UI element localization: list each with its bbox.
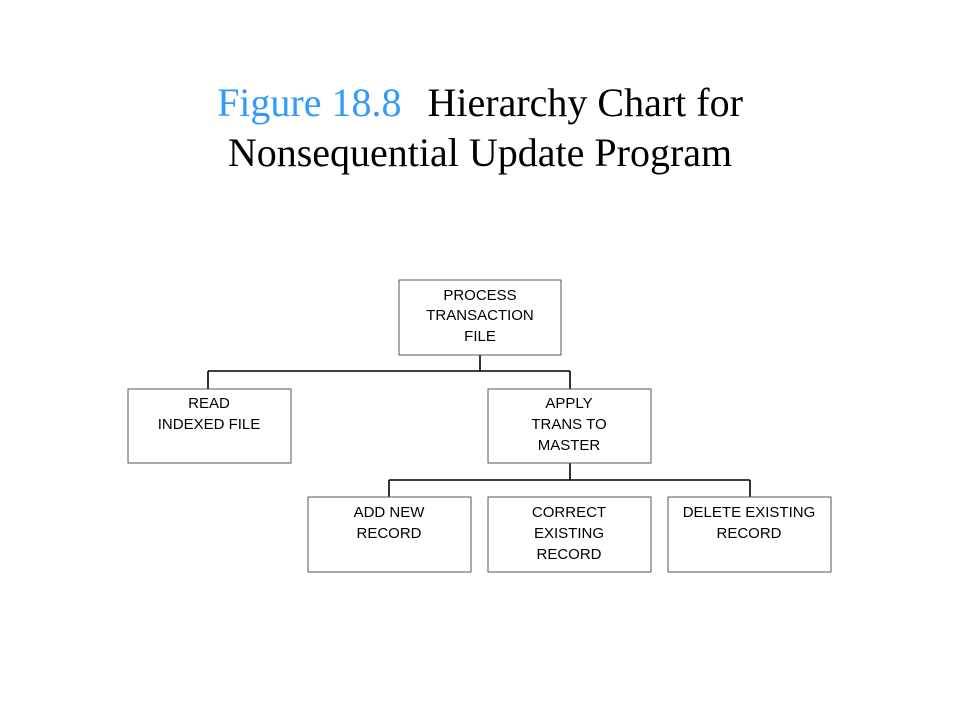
node-label-line: FILE [464,328,496,345]
figure-label: Figure 18.8 [217,80,402,125]
node-delete-existing-record [668,497,831,572]
node-label-line: PROCESS [443,287,517,304]
node-label-line: EXISTING [533,525,605,542]
node-label-line: RECORD [536,546,602,563]
node-read-indexed-file [128,389,291,463]
node-apply-trans-to-master [488,389,651,463]
node-process-transaction-file [399,280,561,355]
node-label-line: TRANS TO [531,416,607,433]
title-text-line-1: Hierarchy Chart for [427,80,743,125]
node-label-line: CORRECT [531,504,607,521]
node-label-line: ADD NEW [353,504,425,521]
node-label-line: READ [188,395,230,412]
node-label-line: TRANSACTION [426,307,534,324]
node-label-line: RECORD [716,525,782,542]
node-label-line: MASTER [537,437,601,454]
node-label-line: DELETE EXISTING [682,504,816,521]
node-label-line: APPLY [545,395,593,412]
node-add-new-record [308,497,471,572]
node-correct-existing-record [488,497,651,572]
title-line-2: Nonsequential Update Program [227,130,733,175]
node-label-line: RECORD [356,525,422,542]
node-label-line: INDEXED FILE [157,416,261,433]
